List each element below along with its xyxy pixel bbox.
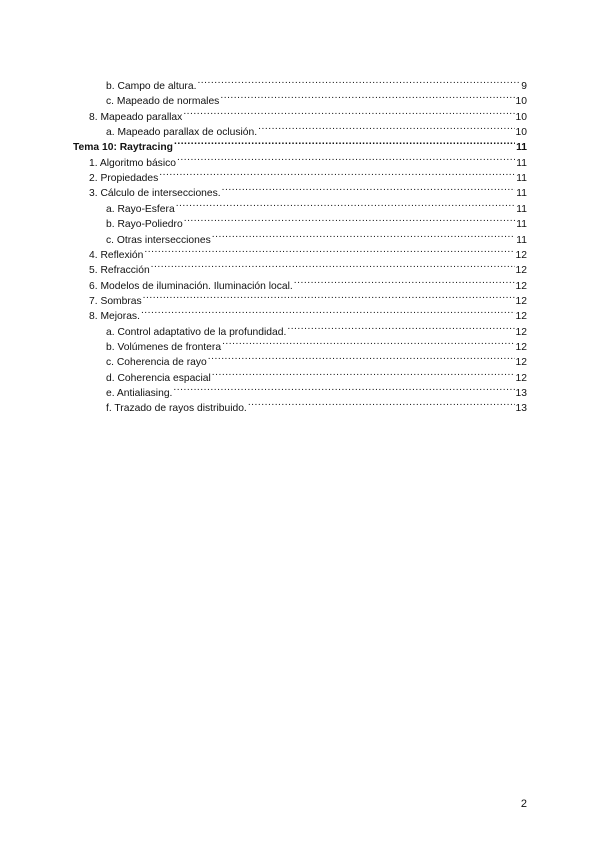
toc-entry-label: c. Coherencia de rayo (106, 357, 207, 369)
toc-dot-leader (294, 273, 515, 289)
toc-entry-page: 9 (521, 81, 527, 92)
toc-entry[interactable] (89, 165, 527, 185)
toc-entry-label: b. Campo de altura. (106, 81, 197, 92)
toc-entry[interactable] (106, 319, 527, 338)
toc-entry[interactable] (106, 211, 527, 231)
toc-entry[interactable] (89, 257, 527, 277)
toc-dot-leader (141, 303, 515, 319)
toc-entry-page: 12 (515, 372, 527, 384)
toc-entry-page: 12 (515, 280, 527, 292)
page-number: 2 (520, 798, 527, 810)
toc-entry-label: a. Rayo-Esfera (106, 203, 175, 215)
toc-entry-page: 12 (515, 265, 527, 277)
toc-dot-leader (222, 334, 514, 350)
toc-entry[interactable] (106, 88, 527, 108)
toc-entry-page: 11 (516, 188, 527, 200)
toc-entry[interactable] (106, 227, 527, 246)
toc-dot-leader (208, 349, 515, 365)
toc-entry[interactable] (89, 273, 527, 292)
toc-entry-page: 12 (515, 357, 527, 369)
toc-entry[interactable] (106, 365, 527, 384)
toc-entry[interactable] (89, 303, 527, 323)
toc-entry-page: 11 (516, 142, 527, 154)
toc-dot-leader (174, 134, 515, 150)
toc-entry[interactable] (106, 334, 527, 353)
toc-dot-leader (258, 119, 514, 135)
toc-entry[interactable] (106, 196, 527, 215)
toc-dot-leader (212, 365, 515, 381)
toc-entry-page: 13 (515, 388, 527, 399)
toc-entry-page: 12 (515, 341, 527, 353)
toc-entry-label: 8. Mejoras. (89, 311, 140, 323)
toc-entry-page: 12 (515, 311, 527, 323)
toc-entry[interactable] (106, 73, 527, 92)
toc-entry-page: 12 (515, 295, 527, 307)
toc-entry-label: 7. Sombras (89, 295, 142, 307)
toc-dot-leader (220, 88, 514, 104)
toc-dot-leader (151, 257, 515, 273)
toc-entry-page: 11 (516, 219, 527, 231)
toc-entry-label: a. Control adaptativo de la profundidad. (106, 326, 287, 338)
toc-entry[interactable] (106, 349, 527, 369)
toc-entry-label: e. Antialiasing. (106, 388, 173, 399)
toc-entry-page: 11 (516, 157, 527, 169)
toc-entry-page: 12 (515, 249, 527, 261)
toc-entry-label: d. Coherencia espacial (106, 372, 211, 384)
toc-dot-leader (212, 227, 516, 243)
toc-dot-leader (173, 380, 514, 396)
toc-dot-leader (176, 196, 516, 212)
toc-entry-page: 11 (516, 234, 527, 246)
toc-entry[interactable] (106, 380, 527, 399)
toc-entry-label: b. Volúmenes de frontera (106, 341, 222, 353)
toc-entry-page: 11 (516, 203, 527, 215)
toc-entry-label: f. Trazado de rayos distribuido. (106, 403, 247, 415)
toc-dot-leader (159, 165, 515, 181)
toc-entry[interactable] (106, 395, 527, 415)
toc-dot-leader (287, 319, 514, 335)
toc-dot-leader (248, 395, 515, 411)
toc-dot-leader (183, 104, 514, 120)
toc-entry[interactable] (89, 288, 527, 307)
toc-entry-label: c. Mapeado de normales (106, 96, 220, 108)
toc-entry-page: 10 (515, 127, 527, 139)
toc-entry-page: 12 (515, 326, 527, 338)
toc-entry-label: b. Rayo-Poliedro (106, 219, 183, 231)
toc-entry[interactable] (89, 150, 527, 169)
toc-entry-label: 8. Mapeado parallax (89, 111, 183, 123)
toc-dot-leader (177, 150, 515, 166)
toc-entry[interactable] (89, 242, 527, 261)
toc-entry-label: 6. Modelos de iluminación. Iluminación local. (89, 280, 293, 292)
toc-dot-leader (144, 242, 514, 258)
toc-entry-label: 4. Reflexión (89, 249, 144, 261)
toc-entry-label: c. Otras intersecciones (106, 234, 211, 246)
toc-dot-leader (197, 73, 520, 89)
toc-dot-leader (184, 211, 516, 227)
toc-entry-label: 3. Cálculo de intersecciones. (89, 188, 221, 200)
toc-entry-page: 10 (515, 111, 527, 123)
toc-entry[interactable] (89, 180, 527, 200)
toc-entry-label: a. Mapeado parallax de oclusión. (106, 127, 258, 139)
toc-entry[interactable] (73, 134, 527, 154)
toc-dot-leader (222, 180, 516, 196)
toc-entry[interactable] (106, 119, 527, 139)
toc-entry-label: 1. Algoritmo básico (89, 157, 176, 169)
toc-dot-leader (143, 288, 515, 304)
toc-entry[interactable] (89, 104, 527, 123)
toc-entry-page: 10 (515, 96, 527, 108)
toc-entry-label: Tema 10: Raytracing (73, 142, 173, 154)
toc-entry-page: 11 (516, 173, 527, 185)
toc-entry-label: 2. Propiedades (89, 173, 159, 185)
toc-entry-page: 13 (515, 403, 527, 415)
toc-entry-label: 5. Refracción (89, 265, 150, 277)
